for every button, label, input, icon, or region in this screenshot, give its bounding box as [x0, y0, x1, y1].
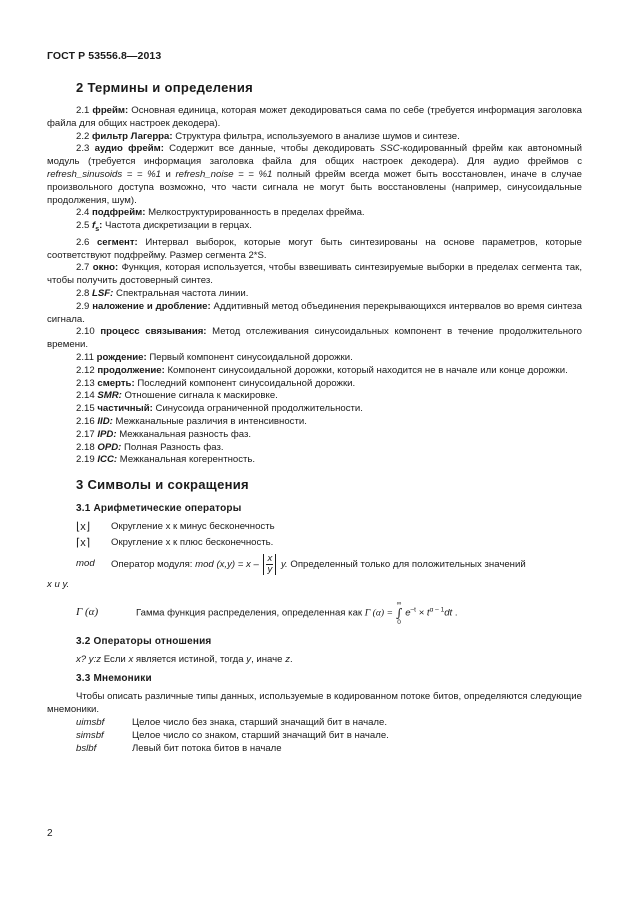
term-2-18: 2.18 OPD: Полная Разность фаз. — [76, 441, 224, 453]
mnemonic-row: uimsbf Целое число без знака, старший значащий бит в начале. — [76, 717, 387, 728]
term-2-12: 2.12 продолжение: Компонент синусоидальной дорожки, который находится не в начале или конце дорожки. — [76, 364, 568, 376]
gamma-function-row — [76, 600, 582, 626]
term-2-9: 2.9 наложение и дробление: Аддитивный метод объединения перекрывающихся интервалов во время синтеза сигнала. — [47, 300, 583, 325]
integral-symbol: ∞ ∫ 0 — [395, 599, 403, 626]
term-2-5: 2.5 $f_s$: Частота дискретизации в герцах. — [76, 220, 252, 234]
ternary-operator-line: x? y:z Если x является истиной, тогда y, иначе z. — [76, 653, 293, 665]
subsection-3-2-title: 3.2 Операторы отношения — [76, 635, 212, 647]
mod-fraction: $\frac{x}{y}$ — [263, 554, 276, 575]
term-2-19: 2.19 ICC: Межканальная когерентность. — [76, 454, 256, 466]
floor-symbol: ⌊x⌋ — [76, 521, 91, 534]
term-2-2: 2.2 фильтр Лагерра: Структура фильтра, используемого в анализе шумов и синтезе. — [76, 130, 460, 142]
mod-description: Оператор модуля: mod (x,y) = x – $\frac{x}{y}$ y. Определенный только для положительных значений — [111, 552, 526, 575]
gamma-symbol: Γ (α) — [76, 606, 99, 619]
mnemonic-row: bslbf Левый бит потока битов в начале — [76, 742, 282, 754]
mnemonics-intro: Чтобы описать различные типы данных, используемые в кодированном потоке битов, определяются следующие мнемоники. — [47, 691, 582, 716]
term-2-7: 2.7 окно: Функция, которая используется, чтобы взвешивать синтезируемые выборки в пределах сегмента так, чтобы получить достоверный синтез. — [47, 262, 582, 287]
mod-operator-row — [76, 554, 582, 575]
term-2-6: 2.6 сегмент: Интервал выборок, которые могут быть синтезированы на основе параметров, которые соответствуют подфрейму. Размер сегмента 2*S. — [47, 236, 582, 261]
section-2-title: 2 Термины и определения — [76, 80, 254, 95]
term-2-1: 2.1 фрейм: Основная единица, которая может декодироваться сама по себе (требуется информация заголовка файла для общих настроек декодера). — [47, 105, 582, 129]
mnemonic-row: simsbf Целое число со знаком, старший значащий бит в начале. — [76, 729, 389, 741]
subsection-3-1-title: 3.1 Арифметические операторы — [76, 503, 242, 515]
term-2-11: 2.11 рождение: Первый компонент синусоидальной дорожки. — [76, 352, 353, 364]
subsection-3-3-title: 3.3 Мнемоники — [76, 673, 152, 685]
gamma-description: Гамма функция распределения, определенная как Γ (α) = ∞ ∫ 0 $e^{-t} \times t^{\alpha - 1}dt$ . — [136, 599, 458, 626]
section-3-title: 3 Символы и сокращения — [76, 477, 249, 493]
ceil-description: Округление x к плюс бесконечность. — [111, 537, 274, 549]
term-2-14: 2.14 SMR: Отношение сигнала к маскировке. — [76, 390, 278, 402]
floor-operator-row — [76, 521, 582, 534]
ceil-operator-row — [76, 537, 582, 550]
document-header: ГОСТ Р 53556.8—2013 — [47, 50, 162, 62]
term-2-4: 2.4 подфрейм: Мелкоструктурированность в пределах фрейма. — [76, 207, 365, 219]
mod-continuation: x и y. — [47, 578, 70, 590]
page-content — [47, 80, 582, 755]
floor-description: Округление x к минус бесконечность — [111, 521, 275, 533]
term-2-16: 2.16 IID: Межканальные различия в интенсивности. — [76, 416, 307, 428]
term-2-8: 2.8 LSF: Спектральная частота линии. — [76, 288, 249, 300]
term-2-15: 2.15 частичный: Синусоида ограниченной продолжительности. — [76, 403, 363, 415]
page-number: 2 — [47, 828, 53, 839]
term-2-13: 2.13 смерть: Последний компонент синусоидальной дорожки. — [76, 377, 356, 389]
mod-symbol: mod — [76, 557, 95, 569]
term-2-17: 2.17 IPD: Межканальная разность фаз. — [76, 428, 252, 440]
term-2-3: 2.3 аудио фрейм: Содержит все данные, чтобы декодировать SSC-кодированный фрейм как автономный модуль (требуется информация заголовка файла для общих настроек декодера). Для аудио фреймов с refresh_sinusoids = = %1 и refresh_noise = = %1 полный фрейм всегда может быть восстановлен, иначе в случае произвольного доступа возможно, что части сигнала не могут быть восстановлены (например, синусоидальные продолжения, шум). — [47, 143, 582, 206]
term-2-10: 2.10 процесс связывания: Метод отслеживания синусоидальных компонент в течение продолжительного времени. — [47, 326, 583, 351]
ceil-symbol: ⌈x⌉ — [76, 537, 91, 550]
